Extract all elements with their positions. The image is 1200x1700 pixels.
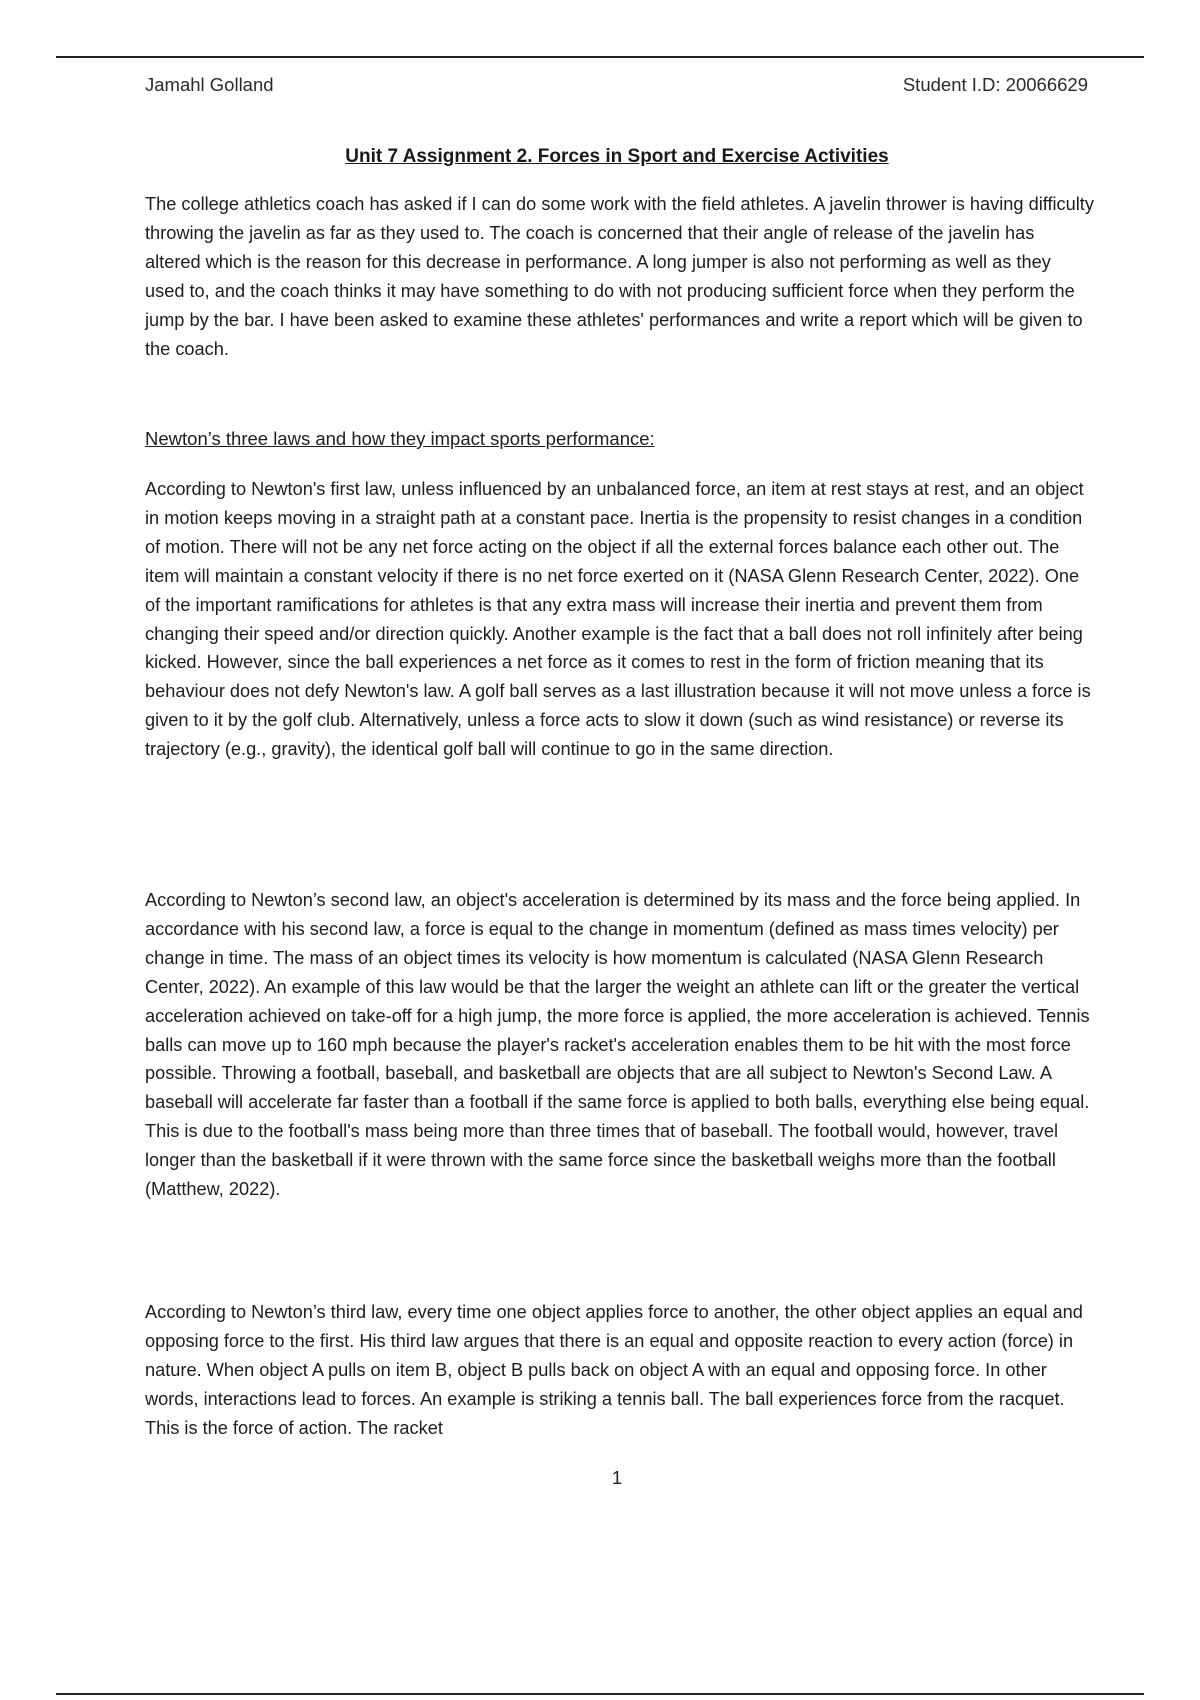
section-heading: Newton’s three laws and how they impact sports performance: — [145, 428, 655, 449]
top-rule — [56, 56, 1144, 58]
third-law-paragraph: According to Newton’s third law, every time one object applies force to another, the other object applies an equal and opposing force to the first. His third law argues that there is an equal and opposite reaction to every action (force) in nature. When object A pulls on item B, object B pulls back on object A with an equal and opposing force. In other words, interactions lead to forces. An example is striking a tennis ball. The ball experiences force from the racquet. This is the force of action. The racket — [145, 1302, 1083, 1438]
intro-paragraph: The college athletics coach has asked if I can do some work with the field athletes. A javelin thrower is having difficulty throwing the javelin as far as they used to. The coach is concerned that their angle of release of the javelin has altered which is the reason for this decrease in performance. A long jumper is also not performing as well as they used to, and the coach thinks it may have something to do with not producing sufficient force when they perform the jump by the bar. I have been asked to examine these athletes' performances and write a report which will be given to the coach. — [145, 194, 1094, 359]
second-law-paragraph: According to Newton’s second law, an object's acceleration is determined by its mass and the force being applied. In accordance with his second law, a force is equal to the change in momentum (defined as mass times velocity) per change in time. The mass of an object times its velocity is how momentum is calculated (NASA Glenn Research Center, 2022). An example of this law would be that the larger the weight an athlete can lift or the greater the vertical acceleration achieved on take-off for a high jump, the more force is applied, the more acceleration is achieved. Tennis balls can move up to 160 mph because the player's racket's acceleration enables them to be hit with the most force possible. Throwing a football, baseball, and basketball are objects that are all subject to Newton's Second Law. A baseball will accelerate far faster than a football if the same force is applied to both balls, everything else being equal. This is due to the football's mass being more than three times that of baseball. The football would, however, travel longer than the basketball if it were thrown with the same force since the basketball weighs more than the football (Matthew, 2022). — [145, 890, 1090, 1200]
author-name: Jamahl Golland — [145, 74, 274, 95]
page-number: 1 — [611, 1467, 623, 1488]
bottom-rule — [56, 1693, 1144, 1695]
first-law-paragraph: According to Newton's first law, unless influenced by an unbalanced force, an item at rest stays at rest, and an object in motion keeps moving in a straight path at a constant pace. Inertia is the propensity to resist changes in a condition of motion. There will not be any net force acting on the object if all the external forces balance each other out. The item will maintain a constant velocity if there is no net force exerted on it (NASA Glenn Research Center, 2022). One of the important ramifications for athletes is that any extra mass will increase their inertia and prevent them from changing their speed and/or direction quickly. Another example is the fact that a ball does not roll infinitely after being kicked. However, since the ball experiences a net force as it comes to rest in the form of friction meaning that its behaviour does not defy Newton's law. A golf ball serves as a last illustration because it will not move unless a force is given to it by the golf club. Alternatively, unless a force acts to slow it down (such as wind resistance) or reverse its trajectory (e.g., gravity), the identical golf ball will continue to go in the same direction. — [145, 479, 1091, 760]
document-title: Unit 7 Assignment 2. Forces in Sport and Exercise Activities — [345, 146, 889, 167]
student-id: Student I.D: 20066629 — [902, 74, 1088, 95]
